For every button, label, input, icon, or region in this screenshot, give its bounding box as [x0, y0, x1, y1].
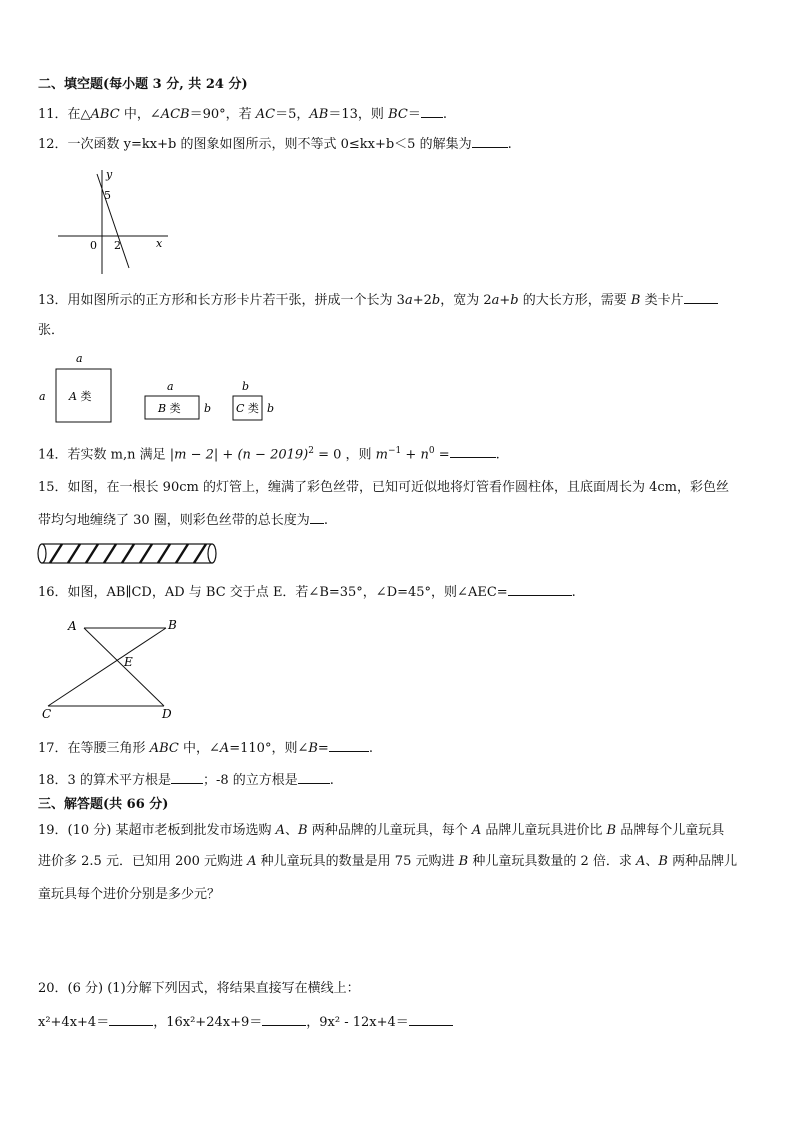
card-a-label: A 类	[69, 390, 92, 403]
q14-text: =	[434, 447, 450, 463]
q20-expr: x²+4x+4＝	[38, 1015, 110, 1030]
q14-exponent: −1	[388, 446, 402, 456]
q20-text: ，	[153, 1015, 167, 1030]
question-13	[38, 290, 718, 310]
answer-blank[interactable]	[508, 582, 572, 596]
point-a-label: A	[68, 619, 77, 633]
q17-text: .	[368, 741, 373, 756]
q14-var: m	[375, 447, 388, 463]
x-axis-label: x	[156, 237, 163, 250]
question-11	[38, 104, 447, 124]
point-b-label: B	[168, 618, 177, 632]
q11-var: ABC	[90, 107, 120, 122]
question-20-line-2	[38, 1012, 453, 1032]
answer-blank[interactable]	[262, 1012, 306, 1026]
answer-blank[interactable]	[329, 738, 369, 752]
question-19-line-3: 童玩具每个进价分别是多少元？	[38, 887, 221, 902]
q11-text: ＝5，	[275, 107, 310, 122]
answer-blank[interactable]	[421, 104, 443, 118]
q11-var: AB	[309, 107, 329, 122]
answer-blank[interactable]	[310, 510, 324, 524]
question-12	[38, 134, 512, 154]
question-18	[38, 770, 334, 790]
y-intercept-label: 5	[104, 189, 111, 202]
q11-text: .	[442, 107, 447, 122]
q13-var: b	[510, 293, 519, 308]
q13-text: +	[499, 293, 511, 308]
q11-text: 11．在△	[38, 107, 91, 122]
q19-text: 种儿童玩具的数量是用 75 元购进	[256, 854, 459, 869]
q13-text: 的大长方形，需要	[518, 293, 631, 308]
answer-blank[interactable]	[298, 770, 330, 784]
q14-text: = 0 ，则	[313, 447, 376, 463]
question-19-line-1	[38, 822, 724, 840]
question-19-line-2	[38, 853, 737, 871]
q17-var: ABC	[149, 741, 179, 756]
q15-tube-figure	[36, 540, 220, 568]
q17-text: 17．在等腰三角形	[38, 741, 150, 756]
q19-var: B	[658, 854, 668, 869]
q14-text: +	[218, 447, 238, 463]
q13-var: B	[630, 293, 641, 308]
q11-text: ＝13，则	[328, 107, 389, 122]
section-solve-title: 三、解答题(共 66 分)	[38, 797, 169, 812]
q13-var: a	[404, 293, 413, 308]
q19-text: 种儿童玩具数量的 2 倍．求	[468, 854, 636, 869]
q17-var: A	[219, 741, 230, 756]
q19-text: 品牌儿童玩具进价比	[481, 823, 607, 838]
section-fill-in-title: 二、填空题(每小题 3 分, 共 24 分)	[38, 77, 248, 92]
q19-text: 19．(10 分) 某超市老板到批发市场选购	[38, 823, 276, 838]
point-c-label: C	[42, 707, 52, 721]
card-c-side-label: b	[267, 402, 275, 415]
q20-expr: 9x² - 12x+4＝	[319, 1015, 409, 1030]
q19-var: B	[458, 854, 469, 869]
q18-text: 18．3 的算术平方根是	[38, 773, 171, 788]
y-axis-label: y	[106, 168, 113, 181]
q19-text: 品牌每个儿童玩具	[616, 823, 725, 838]
answer-blank[interactable]	[684, 290, 718, 304]
q19-var: B	[298, 823, 308, 838]
card-b-top-label: a	[167, 380, 174, 393]
q13-text: 类卡片	[640, 293, 684, 308]
q19-var: B	[606, 823, 617, 838]
card-b-label: B 类	[158, 402, 181, 415]
answer-blank[interactable]	[171, 770, 203, 784]
q13-text: ，宽为 2	[440, 293, 492, 308]
question-20-line-1: 20．(6 分) (1)分解下列因式，将结果直接写在横线上：	[38, 981, 360, 996]
q15-text: .	[323, 513, 328, 528]
q15-text: 带均匀地缠绕了 30 圈，则彩色丝带的总长度为	[38, 513, 310, 528]
question-14	[38, 442, 500, 464]
answer-blank[interactable]	[472, 134, 508, 148]
question-15-line-2	[38, 510, 328, 530]
q12-text: 12．一次函数 y=kx+b 的图象如图所示，则不等式 0≤kx+b＜5 的解集为	[38, 137, 472, 152]
q12-graph-figure	[52, 166, 182, 278]
answer-blank[interactable]	[109, 1012, 153, 1026]
q19-var: A	[471, 823, 482, 838]
q13-var: a	[491, 293, 500, 308]
q16-text: .	[571, 585, 576, 600]
q20-expr: 16x²+24x+9＝	[166, 1015, 263, 1030]
q14-exponent: 2	[308, 446, 314, 456]
q16-geometry-figure	[38, 614, 188, 722]
q17-text: =	[317, 741, 329, 756]
q11-var: ACB	[160, 107, 190, 122]
q11-text: ＝90°，若	[189, 107, 256, 122]
q20-text: ，	[306, 1015, 320, 1030]
question-16	[38, 582, 576, 602]
point-d-label: D	[162, 707, 172, 721]
x-intercept-label: 2	[114, 239, 121, 252]
q19-var: A	[275, 823, 286, 838]
card-a-top-label: a	[76, 352, 83, 365]
tube-left-end	[38, 544, 46, 563]
card-c-label: C 类	[236, 402, 259, 415]
q14-text: 14．若实数 m,n 满足	[38, 447, 170, 463]
q14-expr: (n − 2019)	[237, 447, 309, 463]
q19-var: A	[636, 854, 646, 869]
q14-exponent: 0	[428, 446, 435, 456]
q13-text: 13．用如图所示的正方形和长方形卡片若干张，拼成一个长为 3	[38, 293, 405, 308]
q19-text: 、	[645, 854, 659, 869]
q19-text: 进价多 2.5 元．已知用 200 元购进	[38, 854, 248, 869]
q17-text: =110°，则∠	[229, 741, 309, 756]
q18-text: ；-8 的立方根是	[202, 773, 298, 788]
q14-var: n	[420, 447, 429, 463]
q11-var: AC	[255, 107, 276, 122]
q19-var: A	[247, 854, 257, 869]
q18-text: .	[329, 773, 334, 788]
segment-bc	[48, 628, 166, 706]
q13-var: b	[431, 293, 441, 308]
q14-expr: |m − 2|	[169, 447, 219, 463]
origin-label: 0	[90, 239, 97, 252]
q13-text: +2	[412, 293, 432, 308]
q13-cards-figure	[34, 348, 294, 426]
tube-right-end	[208, 544, 216, 563]
point-e-label: E	[124, 655, 133, 669]
q19-text: 两种品牌的儿童玩具，每个	[307, 823, 472, 838]
card-a-side-label: a	[39, 390, 46, 403]
answer-blank[interactable]	[450, 444, 496, 458]
q13-line-2: 张．	[38, 323, 65, 338]
q14-text: .	[495, 447, 500, 463]
question-15-line-1: 15．如图，在一根长 90cm 的灯管上，缠满了彩色丝带，已知可近似地将灯管看作圆柱体，且底面周长为 4cm，彩色丝	[38, 480, 729, 495]
q17-var: B	[308, 741, 318, 756]
q19-text: 、	[285, 823, 299, 838]
q12-text: .	[507, 137, 512, 152]
answer-blank[interactable]	[409, 1012, 453, 1026]
q11-text: 中，∠	[119, 107, 161, 122]
card-c-top-label: b	[242, 380, 250, 393]
q11-text: ＝	[407, 107, 421, 122]
card-b-side-label: b	[204, 402, 212, 415]
q16-text: 16．如图，AB∥CD，AD 与 BC 交于点 E．若∠B=35°，∠D=45°，则∠AEC=	[38, 585, 508, 600]
q17-text: 中，∠	[178, 741, 220, 756]
q19-text: 两种品牌儿	[667, 854, 738, 869]
q14-text: +	[401, 447, 421, 463]
question-17	[38, 738, 373, 758]
q11-var: BC	[388, 107, 408, 122]
